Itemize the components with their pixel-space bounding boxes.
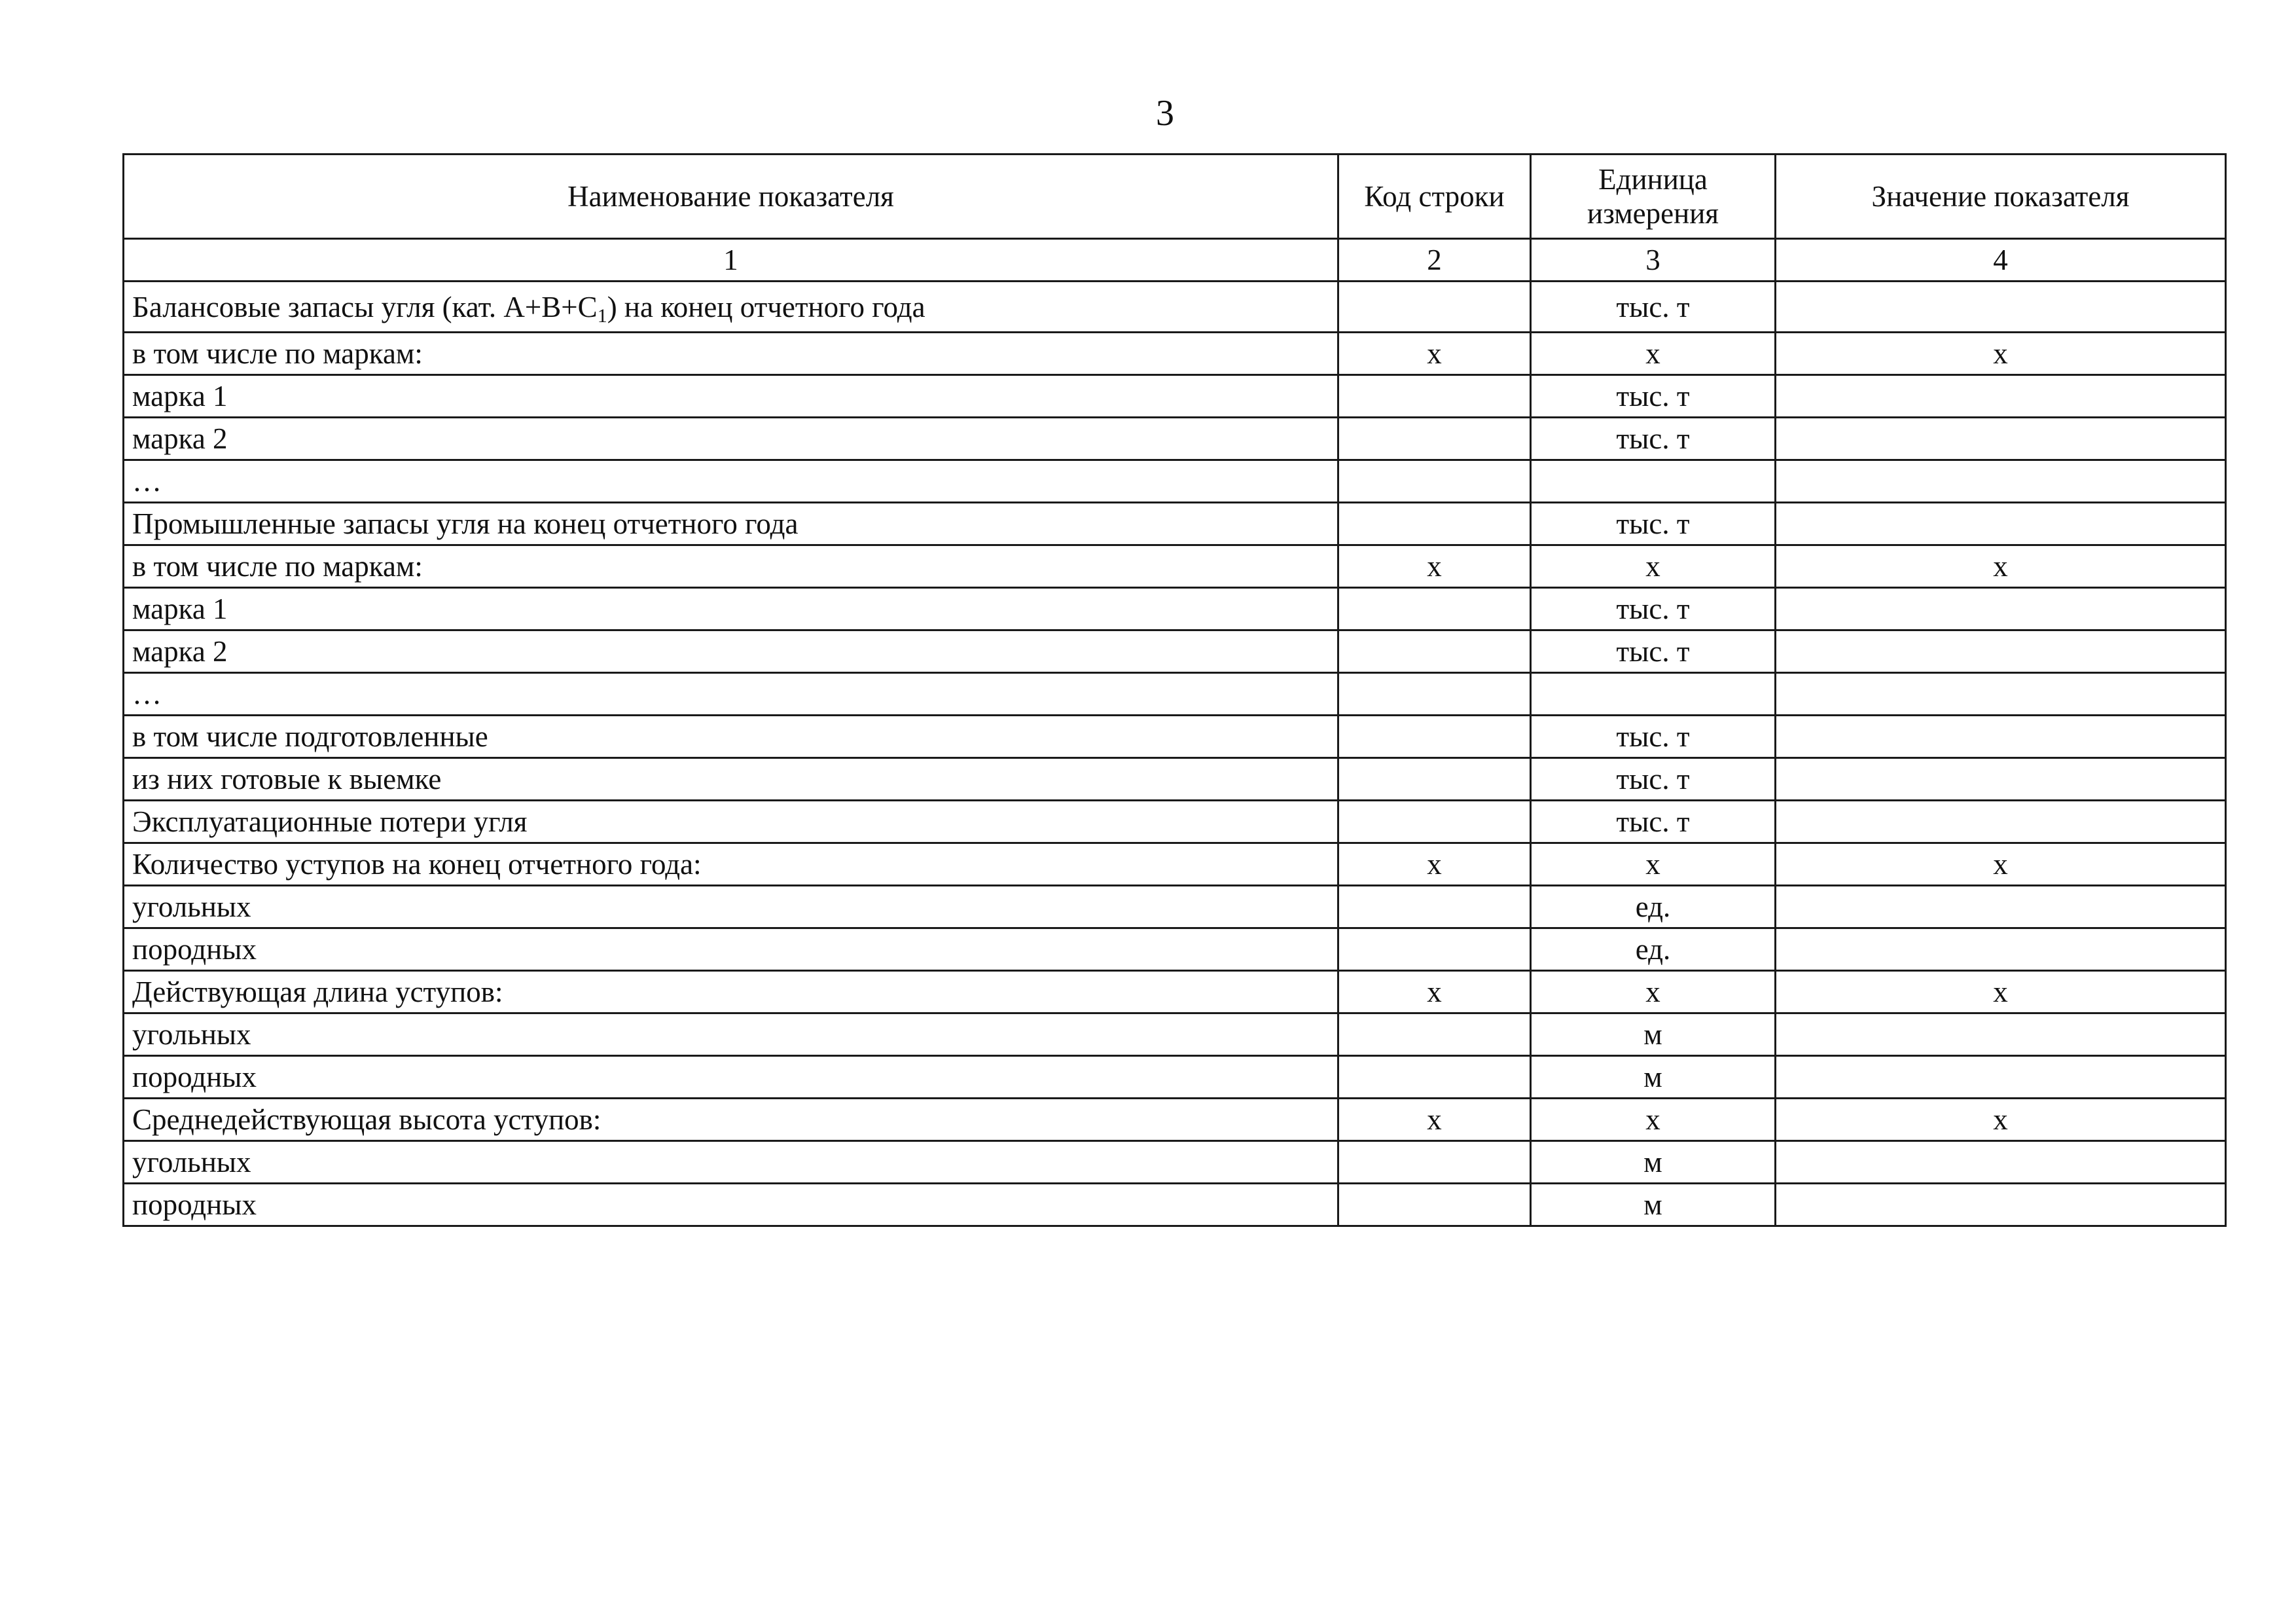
indicator-name: Балансовые запасы угля (кат. А+В+С bbox=[132, 290, 598, 323]
indicator-name: породных bbox=[132, 933, 257, 966]
value-cell bbox=[1776, 418, 2226, 460]
indicator-name: породных bbox=[132, 1061, 257, 1093]
row-code-cell bbox=[1338, 282, 1531, 333]
indicator-name-cell bbox=[124, 886, 1338, 928]
indicator-name-cell bbox=[124, 418, 1338, 460]
indicator-name-cell bbox=[124, 928, 1338, 971]
unit-cell: тыс. т bbox=[1531, 801, 1776, 843]
indicator-name-cell bbox=[124, 282, 1338, 333]
table-row bbox=[124, 375, 2226, 418]
unit-cell: тыс. т bbox=[1531, 503, 1776, 545]
value-cell: х bbox=[1776, 1099, 2226, 1141]
table-row bbox=[124, 758, 2226, 801]
unit-cell: м bbox=[1531, 1184, 1776, 1226]
indicator-name: угольных bbox=[132, 1146, 251, 1178]
indicator-name: марка 1 bbox=[132, 380, 228, 412]
row-code-cell bbox=[1338, 1184, 1531, 1226]
indicator-name-cell bbox=[124, 758, 1338, 801]
indicator-name-cell bbox=[124, 460, 1338, 503]
unit-cell: х bbox=[1531, 333, 1776, 375]
value-cell bbox=[1776, 588, 2226, 630]
value-cell: х bbox=[1776, 545, 2226, 588]
column-number-row bbox=[124, 239, 2226, 282]
column-number-2: 2 bbox=[1338, 239, 1531, 282]
indicator-name: в том числе по маркам: bbox=[132, 550, 423, 583]
row-code-cell bbox=[1338, 886, 1531, 928]
indicator-name-cell bbox=[124, 716, 1338, 758]
header-unit: Единица измерения bbox=[1531, 155, 1776, 239]
table-row bbox=[124, 843, 2226, 886]
indicator-name: из них готовые к выемке bbox=[132, 763, 442, 795]
table-row bbox=[124, 1056, 2226, 1099]
header-indicator-name: Наименование показателя bbox=[124, 155, 1338, 239]
row-code-cell bbox=[1338, 630, 1531, 673]
value-cell bbox=[1776, 928, 2226, 971]
indicator-name-cell bbox=[124, 971, 1338, 1013]
indicator-name: Количество уступов на конец отчетного года: bbox=[132, 848, 702, 881]
indicator-name-cell bbox=[124, 843, 1338, 886]
indicator-name-cell bbox=[124, 1013, 1338, 1056]
table-row bbox=[124, 460, 2226, 503]
indicator-name-cell bbox=[124, 1099, 1338, 1141]
indicator-name: в том числе по маркам: bbox=[132, 337, 423, 370]
row-code-cell: х bbox=[1338, 333, 1531, 375]
unit-cell: м bbox=[1531, 1056, 1776, 1099]
unit-cell bbox=[1531, 673, 1776, 716]
unit-cell: м bbox=[1531, 1013, 1776, 1056]
unit-cell: тыс. т bbox=[1531, 375, 1776, 418]
unit-cell: тыс. т bbox=[1531, 630, 1776, 673]
indicator-name-subscript: 1 bbox=[597, 304, 607, 327]
table-row bbox=[124, 418, 2226, 460]
header-row bbox=[124, 155, 2226, 239]
value-cell: х bbox=[1776, 843, 2226, 886]
unit-cell: м bbox=[1531, 1141, 1776, 1184]
indicator-name-cell bbox=[124, 588, 1338, 630]
indicator-name: марка 1 bbox=[132, 593, 228, 625]
row-code-cell bbox=[1338, 928, 1531, 971]
table-row bbox=[124, 716, 2226, 758]
table-row bbox=[124, 673, 2226, 716]
column-number-3: 3 bbox=[1531, 239, 1776, 282]
table-row bbox=[124, 333, 2226, 375]
row-code-cell bbox=[1338, 673, 1531, 716]
indicator-name-cell bbox=[124, 673, 1338, 716]
table-row bbox=[124, 1013, 2226, 1056]
indicator-name-cell bbox=[124, 630, 1338, 673]
indicators-table bbox=[122, 153, 2227, 1227]
row-code-cell: х bbox=[1338, 843, 1531, 886]
value-cell bbox=[1776, 801, 2226, 843]
unit-cell: тыс. т bbox=[1531, 758, 1776, 801]
unit-cell: х bbox=[1531, 545, 1776, 588]
indicator-name-cell bbox=[124, 1141, 1338, 1184]
table-row bbox=[124, 1184, 2226, 1226]
column-number-1: 1 bbox=[124, 239, 1338, 282]
unit-cell: х bbox=[1531, 971, 1776, 1013]
row-code-cell bbox=[1338, 1141, 1531, 1184]
indicator-name-cell bbox=[124, 1184, 1338, 1226]
indicator-name-cell bbox=[124, 503, 1338, 545]
unit-cell: тыс. т bbox=[1531, 716, 1776, 758]
row-code-cell bbox=[1338, 588, 1531, 630]
unit-cell bbox=[1531, 460, 1776, 503]
indicator-name-cell bbox=[124, 801, 1338, 843]
table-row bbox=[124, 971, 2226, 1013]
table-body bbox=[124, 155, 2226, 1226]
table-row bbox=[124, 588, 2226, 630]
indicator-name: Среднедействующая высота уступов: bbox=[132, 1103, 601, 1136]
table-row bbox=[124, 1141, 2226, 1184]
table-row bbox=[124, 282, 2226, 333]
value-cell bbox=[1776, 758, 2226, 801]
page-number: 3 bbox=[1156, 93, 1174, 134]
row-code-cell bbox=[1338, 375, 1531, 418]
table-row bbox=[124, 1099, 2226, 1141]
indicator-name: породных bbox=[132, 1188, 257, 1221]
row-code-cell bbox=[1338, 418, 1531, 460]
indicator-name: … bbox=[132, 465, 162, 498]
indicator-name-suffix: ) на конец отчетного года bbox=[607, 290, 925, 323]
value-cell bbox=[1776, 1013, 2226, 1056]
row-code-cell bbox=[1338, 503, 1531, 545]
row-code-cell bbox=[1338, 716, 1531, 758]
indicator-name-cell bbox=[124, 545, 1338, 588]
row-code-cell: х bbox=[1338, 971, 1531, 1013]
value-cell bbox=[1776, 1141, 2226, 1184]
value-cell bbox=[1776, 673, 2226, 716]
table-row bbox=[124, 630, 2226, 673]
table-row bbox=[124, 928, 2226, 971]
row-code-cell bbox=[1338, 460, 1531, 503]
row-code-cell bbox=[1338, 801, 1531, 843]
indicator-name-cell bbox=[124, 375, 1338, 418]
value-cell bbox=[1776, 1184, 2226, 1226]
unit-cell: ед. bbox=[1531, 886, 1776, 928]
indicator-name: Промышленные запасы угля на конец отчетного года bbox=[132, 507, 798, 540]
indicator-name: Действующая длина уступов: bbox=[132, 976, 503, 1008]
row-code-cell bbox=[1338, 1056, 1531, 1099]
value-cell bbox=[1776, 1056, 2226, 1099]
indicator-name: угольных bbox=[132, 1018, 251, 1051]
value-cell bbox=[1776, 886, 2226, 928]
value-cell bbox=[1776, 282, 2226, 333]
indicator-name: марка 2 bbox=[132, 422, 228, 455]
value-cell bbox=[1776, 460, 2226, 503]
value-cell bbox=[1776, 630, 2226, 673]
value-cell bbox=[1776, 716, 2226, 758]
unit-cell: х bbox=[1531, 843, 1776, 886]
unit-cell: тыс. т bbox=[1531, 282, 1776, 333]
indicator-name: угольных bbox=[132, 890, 251, 923]
header-value: Значение показателя bbox=[1776, 155, 2226, 239]
row-code-cell bbox=[1338, 758, 1531, 801]
unit-cell: х bbox=[1531, 1099, 1776, 1141]
unit-cell: тыс. т bbox=[1531, 418, 1776, 460]
indicator-name: в том числе подготовленные bbox=[132, 720, 488, 753]
indicator-name-cell bbox=[124, 1056, 1338, 1099]
table-row bbox=[124, 801, 2226, 843]
value-cell: х bbox=[1776, 333, 2226, 375]
header-row-code: Код строки bbox=[1338, 155, 1531, 239]
value-cell bbox=[1776, 503, 2226, 545]
value-cell: х bbox=[1776, 971, 2226, 1013]
column-number-4: 4 bbox=[1776, 239, 2226, 282]
row-code-cell: х bbox=[1338, 1099, 1531, 1141]
indicator-name-cell bbox=[124, 333, 1338, 375]
indicator-name: Эксплуатационные потери угля bbox=[132, 805, 528, 838]
indicator-name: марка 2 bbox=[132, 635, 228, 668]
unit-cell: ед. bbox=[1531, 928, 1776, 971]
row-code-cell: х bbox=[1338, 545, 1531, 588]
table-row bbox=[124, 886, 2226, 928]
table-row bbox=[124, 503, 2226, 545]
unit-cell: тыс. т bbox=[1531, 588, 1776, 630]
value-cell bbox=[1776, 375, 2226, 418]
indicator-name: … bbox=[132, 678, 162, 710]
table-row bbox=[124, 545, 2226, 588]
row-code-cell bbox=[1338, 1013, 1531, 1056]
